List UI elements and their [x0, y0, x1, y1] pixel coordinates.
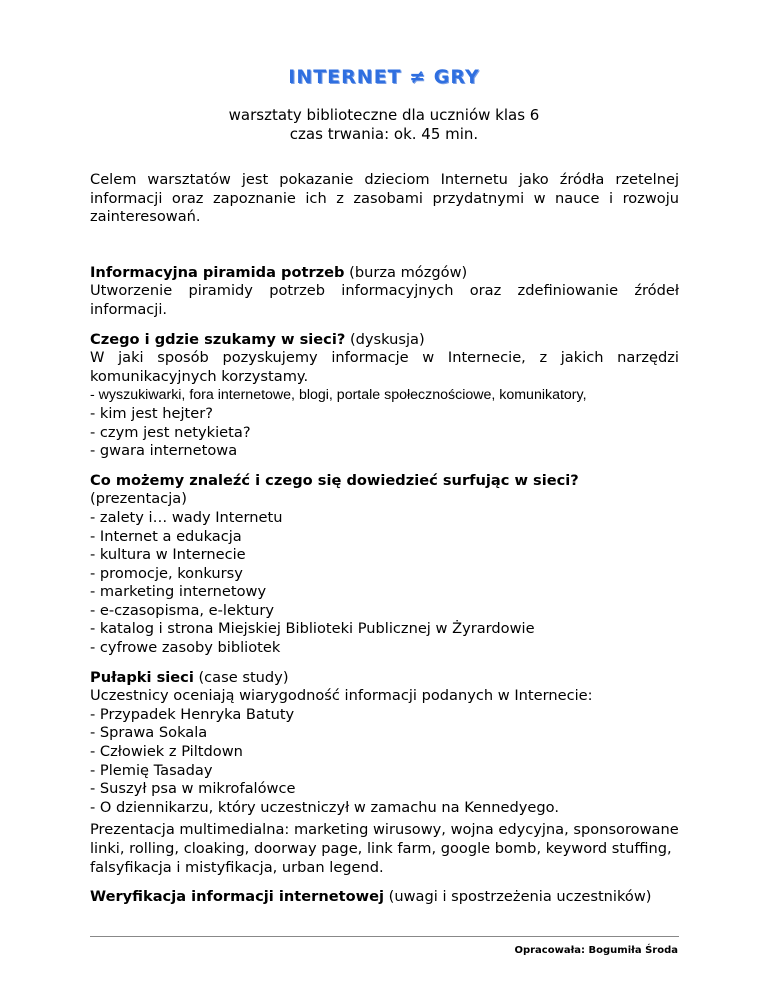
list-item: - wyszukiwarki, fora internetowe, blogi, portale społecznościowe, komunikatory, [90, 387, 587, 404]
list-item: - zalety i… wady Internetu [90, 508, 283, 526]
intro-paragraph: Celem warsztatów jest pokazanie dzieciom Internetu jako źródła rzetelnej informacji oraz zapoznanie ich z zasobami przydatnymi w nauce i rozwoju zainteresowań. [90, 171, 679, 226]
section-text: Uczestnicy oceniają wiarygodność informacji podanych w Internecie: [90, 687, 593, 705]
list-item: - cyfrowe zasoby bibliotek [90, 639, 281, 657]
document-body [90, 171, 679, 918]
section-note: (prezentacja) [90, 490, 187, 508]
footer-author: Opracowała: Bogumiła Środa [514, 945, 678, 956]
list-item: - Internet a edukacja [90, 527, 242, 545]
list-item: - czym jest netykieta? [90, 423, 251, 441]
list-item: - Człowiek z Piltdown [90, 743, 243, 761]
section-heading: Weryfikacja informacji internetowej [90, 888, 385, 906]
list-item: - kultura w Internecie [90, 546, 246, 564]
list-item: - marketing internetowy [90, 583, 267, 601]
section-heading: Co możemy znaleźć i czego się dowiedzieć surfując w sieci? [90, 471, 579, 489]
section-what-where [90, 331, 679, 461]
subtitle [0, 106, 768, 144]
list-item: - katalog i strona Miejskiej Biblioteki Publicznej w Żyrardowie [90, 620, 535, 638]
section-note: (dyskusja) [345, 330, 425, 348]
section-heading: Czego i gdzie szukamy w sieci? [90, 330, 346, 348]
section-heading: Informacyjna piramida potrzeb [90, 263, 345, 281]
section-heading-line [90, 472, 679, 509]
section-note: (uwagi i spostrzeżenia uczestników) [384, 888, 652, 906]
list-item: - Sprawa Sokala [90, 724, 208, 742]
footer-divider [90, 936, 679, 937]
list-item: - e-czasopisma, e-lektury [90, 601, 275, 619]
subtitle-line-1: warsztaty biblioteczne dla uczniów klas 6 [228, 106, 540, 124]
section-text: W jaki sposób pozyskujemy informacje w Internecie, z jakich narzędzi komunikacyjnych korzystamy. [90, 349, 679, 385]
subtitle-line-2: czas trwania: ok. 45 min. [289, 125, 479, 143]
section-verification [90, 888, 679, 907]
section-heading-line [90, 888, 679, 907]
list-item: - Suszył psa w mikrofalówce [90, 780, 296, 798]
section-heading-line [90, 669, 679, 688]
section-what-can-we-find [90, 472, 679, 658]
document-title: INTERNET ≠ GRY [288, 66, 480, 88]
section-note: (burza mózgów) [344, 263, 468, 281]
list-item: - gwara internetowa [90, 442, 238, 460]
list-item: - Plemię Tasaday [90, 761, 213, 779]
list-item: - O dziennikarzu, który uczestniczył w zamachu na Kennedyego. [90, 798, 559, 816]
section-text-2: Prezentacja multimedialna: marketing wirusowy, wojna edycyjna, sponsorowane linki, rolling, cloaking, doorway page, link farm, google bomb, keyword stuffing, falsyfikacja i mistyfikacja, urban legend. [90, 821, 679, 876]
section-heading-line [90, 331, 679, 350]
list-item: - kim jest hejter? [90, 404, 213, 422]
section-text: Utworzenie piramidy potrzeb informacyjnych oraz zdefiniowanie źródeł informacji. [90, 282, 679, 318]
section-heading-line [90, 264, 679, 283]
list-item: - promocje, konkursy [90, 564, 243, 582]
list-item: - Przypadek Henryka Batuty [90, 705, 295, 723]
section-net-traps [90, 669, 679, 878]
section-note: (case study) [193, 668, 289, 686]
section-info-pyramid [90, 264, 679, 320]
section-heading: Pułapki sieci [90, 668, 194, 686]
